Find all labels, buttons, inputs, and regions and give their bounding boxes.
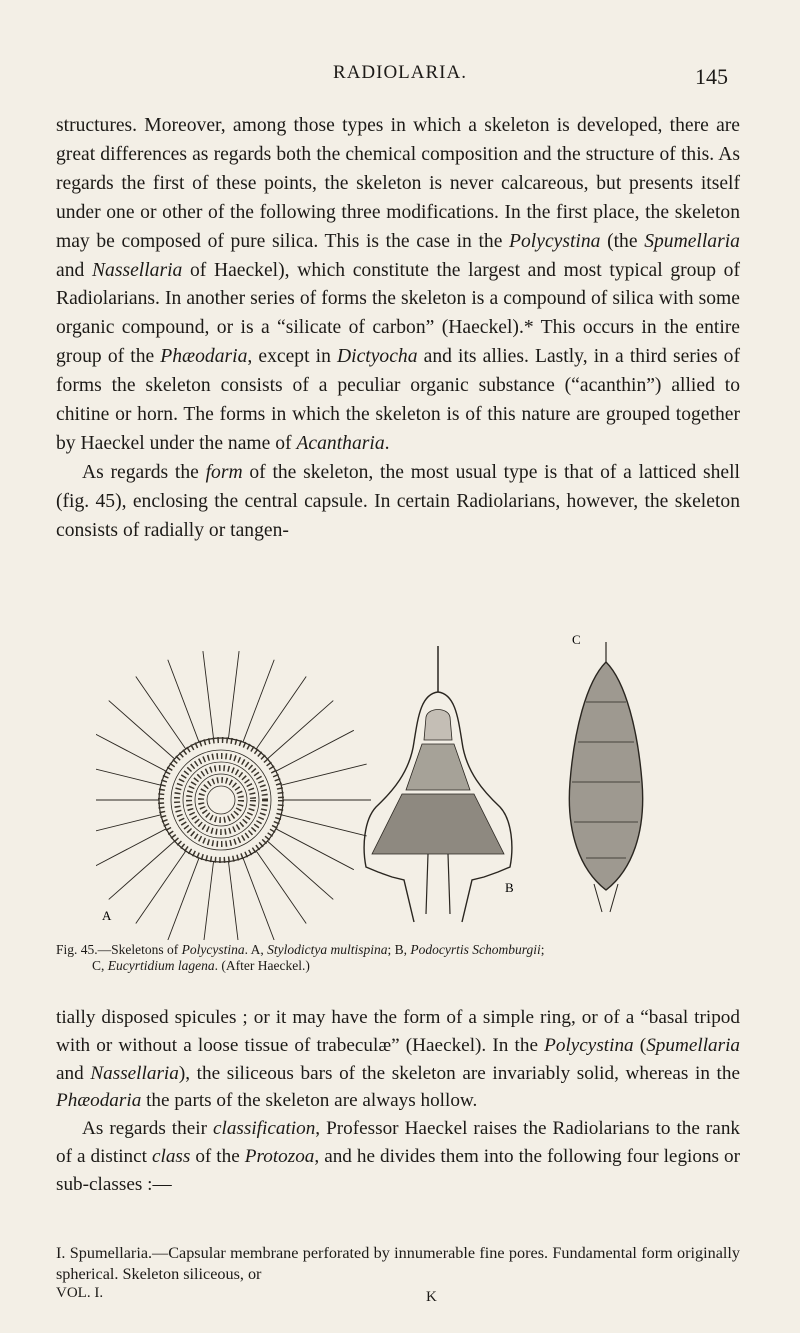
italic-term: Protozoa — [244, 1145, 315, 1167]
caption-line-2: C, Eucyrtidium lagena. (After Haeckel.) — [92, 958, 310, 973]
italic-term: Podocyrtis Schomburgii — [410, 942, 541, 957]
paragraph-spumellaria: I. Spumellaria.—Capsular membrane perforated by innumerable fine pores. Fundamental form originally spherical. Skeleton siliceous, or — [56, 1244, 740, 1283]
spine — [267, 841, 333, 899]
italic-term: Phæodaria — [56, 1090, 142, 1112]
main-text-lower — [56, 1004, 740, 1199]
italic-term: Polycystina — [544, 1034, 634, 1056]
spine — [96, 764, 161, 785]
italic-term: form — [205, 461, 243, 483]
figure-label-c: C — [572, 632, 581, 647]
italic-term: Polycystina — [509, 230, 601, 252]
figure-caption — [56, 942, 756, 974]
spine — [96, 730, 166, 771]
spine — [109, 701, 175, 759]
spine — [96, 829, 166, 870]
skeleton-a-stylodictya — [96, 651, 371, 940]
italic-term: classification — [212, 1118, 316, 1140]
spine — [281, 815, 366, 836]
skeleton-b-podocyrtis — [364, 646, 512, 922]
spine — [276, 730, 354, 771]
italic-term: Polycystina — [181, 942, 245, 957]
radiolaria-skeletons-illustration — [96, 622, 736, 940]
spine — [203, 651, 214, 738]
running-title: RADIOLARIA. — [333, 62, 467, 83]
italic-term: Dictyocha — [336, 346, 418, 368]
paragraph: tially disposed spicules ; or it may have the form of a simple ring, or of a “basal tripod with or without a loose tissue of trabeculæ” (Haeckel). In the Polycystina (Spumellaria and Nassellaria), the siliceous bars of the skeleton are invariably solid, whereas in the Phæodaria the parts of the skeleton are always hollow. — [56, 1007, 741, 1112]
figure-45 — [96, 622, 736, 940]
italic-term: Nassellaria — [90, 1062, 179, 1084]
spine — [267, 701, 333, 759]
figure-label-b: B — [505, 880, 514, 895]
italic-term: Stylodictya multispina — [267, 942, 388, 957]
volume-mark: VOL. I. — [56, 1285, 104, 1301]
page-number: 145 — [695, 64, 728, 89]
figure-label-a: A — [102, 908, 112, 923]
spine — [109, 841, 175, 899]
spine — [276, 829, 354, 870]
paragraph: structures. Moreover, among those types in which a skeleton is developed, there are great differences as regards both the chemical composition and the structure of this. As regards the first of these points, the skeleton is never calcareous, but presents itself under one or other of the following three modifications. In the first place, the skeleton may be composed of pure silica. This is the case in the Polycystina (the Spumellaria and Nassellaria of Haeckel), which constitute the largest and most typical group of Radiolarians. In another series of forms the skeleton is a compound of silica with some organic compound, or is a “silicate of carbon” (Haeckel).* This occurs in the entire group of the Phæodaria, except in Dictyocha and its allies. Lastly, in a third series of forms the skeleton consists of a peculiar organic substance (“acanthin”) allied to chitine or horn. The forms in which the skeleton is of this nature are grouped together by Haeckel under the name of Acantharia. — [56, 115, 740, 454]
spine — [96, 815, 161, 836]
paragraph: As regards the form of the skeleton, the most usual type is that of a latticed shell (fig. 45), enclosing the central capsule. In certain Radiolarians, however, the skeleton consists of radially or tangen- — [56, 461, 740, 541]
italic-term: Nassellaria — [91, 259, 183, 281]
signature-mark: K — [426, 1289, 437, 1305]
italic-term: Spumellaria — [646, 1034, 741, 1056]
spine — [228, 651, 239, 738]
skeleton-c-eucyrtidium — [569, 642, 642, 912]
italic-term: Spumellaria — [644, 230, 740, 252]
page-header — [0, 62, 800, 92]
italic-term: Acantharia — [296, 432, 385, 454]
spine — [203, 862, 214, 940]
page-footer — [56, 1285, 740, 1309]
spine — [228, 862, 239, 940]
italic-term: Eucyrtidium lagena — [107, 958, 215, 973]
italic-term: class — [151, 1145, 191, 1167]
paragraph: As regards their classification, Professor Haeckel raises the Radiolarians to the rank of a distinct class of the Protozoa, and he divides them into the following four legions or sub-classes :— — [56, 1118, 741, 1195]
main-text-upper — [56, 112, 740, 546]
italic-term: Phæodaria — [160, 346, 248, 368]
spine — [281, 764, 366, 785]
caption-line-1: Fig. 45.—Skeletons of Polycystina. A, Stylodictya multispina; B, Podocyrtis Schomburgii; — [56, 942, 545, 957]
